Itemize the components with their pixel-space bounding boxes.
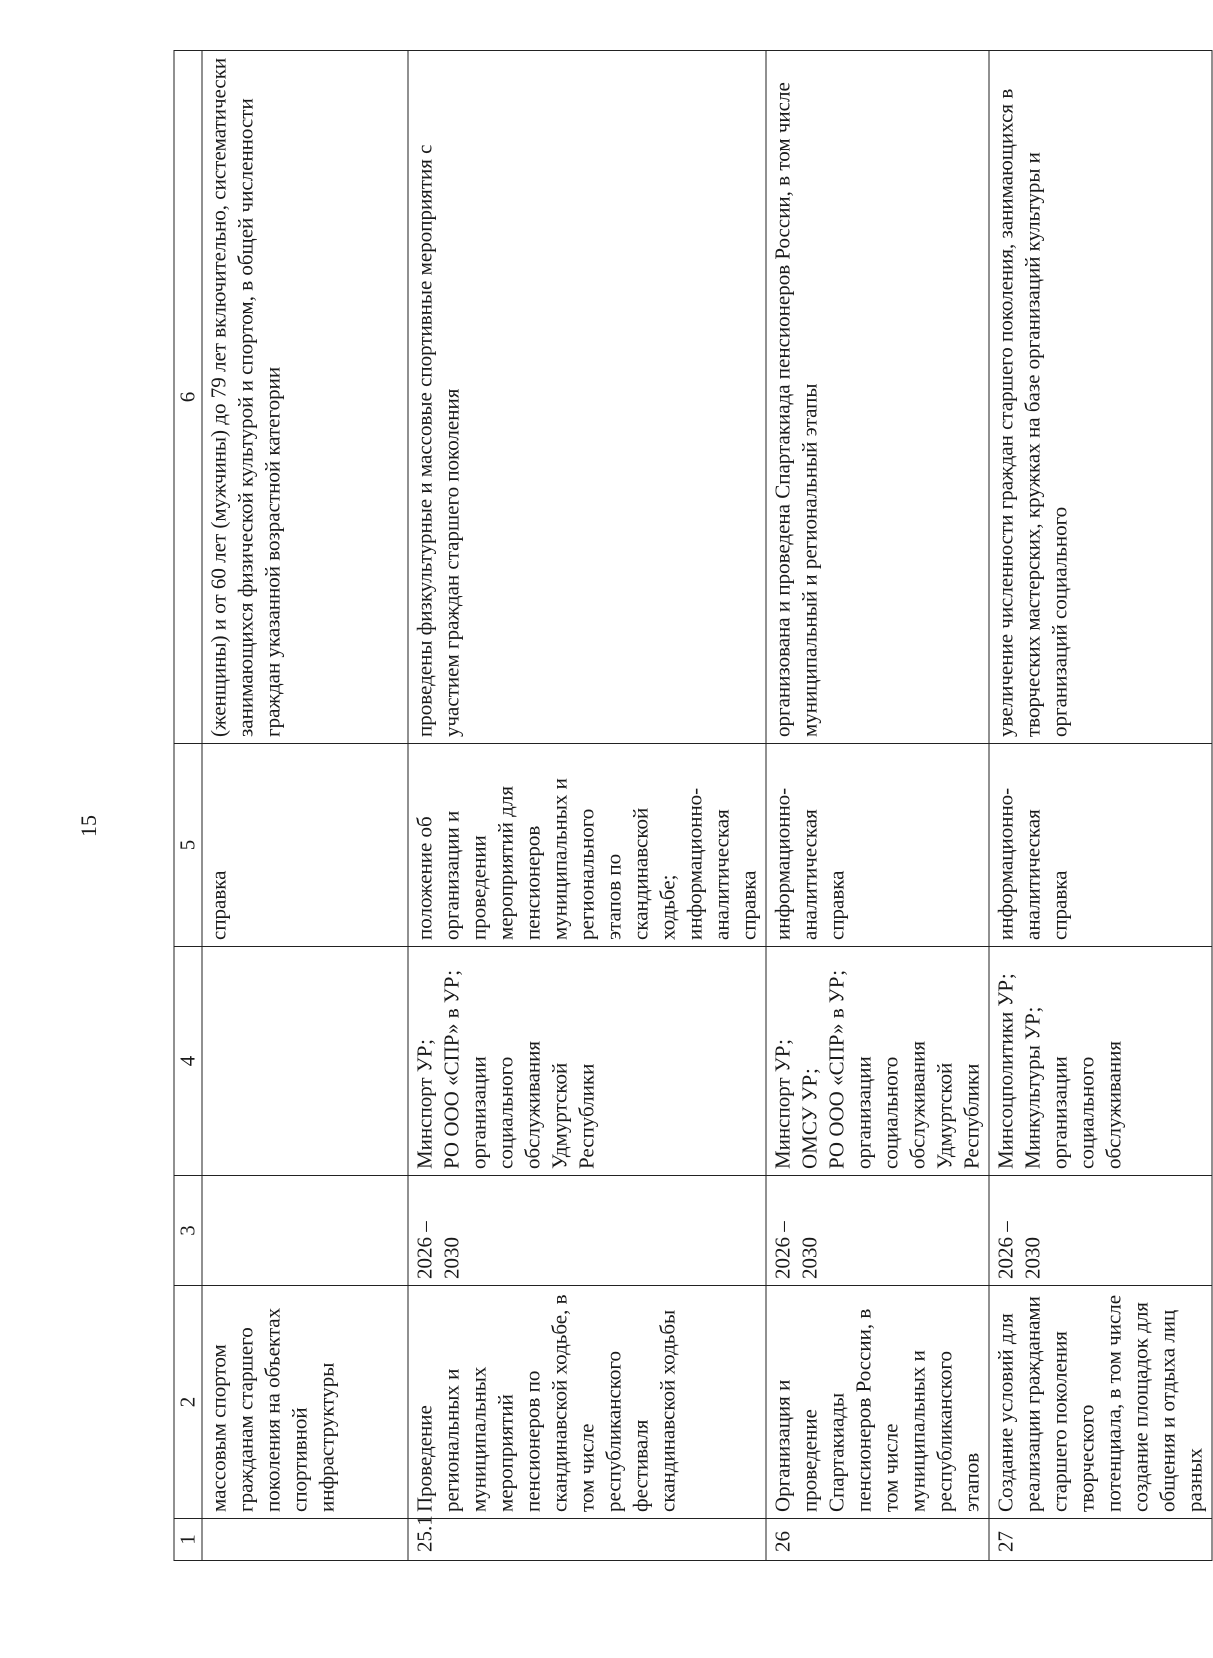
page-number: 15 bbox=[76, 815, 101, 837]
row-number: 25.1 bbox=[408, 1519, 766, 1561]
col-header-4: 4 bbox=[174, 947, 202, 1176]
plan-table-rotated bbox=[174, 51, 1207, 1561]
period-cell bbox=[202, 1176, 408, 1286]
result-cell: проведены физкультурные и массовые спортивные мероприятия с участием граждан старшего поколения bbox=[408, 51, 766, 744]
result-cell: (женщины) и от 60 лет (мужчины) до 79 лет включительно, систематически занимающихся физической культурой и спортом, в общей численности граждан указанной возрастной категории bbox=[202, 51, 408, 744]
col-header-1: 1 bbox=[174, 1519, 202, 1561]
table-row bbox=[766, 51, 989, 1561]
table-row bbox=[202, 51, 408, 1561]
executors-cell: Минсоцполитики УР; Минкультуры УР; организации социального обслуживания bbox=[989, 947, 1212, 1176]
col-header-3: 3 bbox=[174, 1176, 202, 1286]
col-header-5: 5 bbox=[174, 744, 202, 947]
document-cell: положение об организации и проведении мероприятий для пенсионеров муниципальных и регионального этапов по скандинавской ходьбе; информационно- аналитическая справка bbox=[408, 744, 766, 947]
table-row bbox=[989, 51, 1212, 1561]
col-header-2: 2 bbox=[174, 1286, 202, 1519]
row-number: 27 bbox=[989, 1519, 1212, 1561]
activity-cell: Организация и проведение Спартакиады пенсионеров России, в том числе муниципальных и республиканского этапов bbox=[766, 1286, 989, 1519]
result-cell: организована и проведена Спартакиада пенсионеров России, в том числе муниципальный и региональный этапы bbox=[766, 51, 989, 744]
document-cell: информационно- аналитическая справка bbox=[766, 744, 989, 947]
table-row bbox=[408, 51, 766, 1561]
executors-cell bbox=[202, 947, 408, 1176]
period-cell: 2026 – 2030 bbox=[408, 1176, 766, 1286]
document-cell: информационно- аналитическая справка bbox=[989, 744, 1212, 947]
activity-cell: массовым спортом гражданам старшего поколения на объектах спортивной инфраструктуры bbox=[202, 1286, 408, 1519]
activity-cell: Создание условий для реализации гражданами старшего поколения творческого потенциала, в том числе создание площадок для общения и отдыха лиц разных bbox=[989, 1286, 1212, 1519]
activity-cell: Проведение региональных и муниципальных мероприятий пенсионеров по скандинавской ходьбе, в том числе республиканского фестиваля скандинавской ходьбы bbox=[408, 1286, 766, 1519]
executors-cell: Минспорт УР; ОМСУ УР; РО ООО «СПР» в УР; организации социального обслуживания Удмуртской Республики bbox=[766, 947, 989, 1176]
col-header-6: 6 bbox=[174, 51, 202, 744]
executors-cell: Минспорт УР; РО ООО «СПР» в УР; организации социального обслуживания Удмуртской Республики bbox=[408, 947, 766, 1176]
plan-table bbox=[174, 50, 1213, 1561]
period-cell: 2026 – 2030 bbox=[766, 1176, 989, 1286]
row-number: 26 bbox=[766, 1519, 989, 1561]
document-cell: справка bbox=[202, 744, 408, 947]
header-row bbox=[174, 51, 202, 1561]
row-number bbox=[202, 1519, 408, 1561]
result-cell: увеличение численности граждан старшего поколения, занимающихся в творческих мастерских, кружках на базе организаций культуры и организаций социального bbox=[989, 51, 1212, 744]
period-cell: 2026 – 2030 bbox=[989, 1176, 1212, 1286]
